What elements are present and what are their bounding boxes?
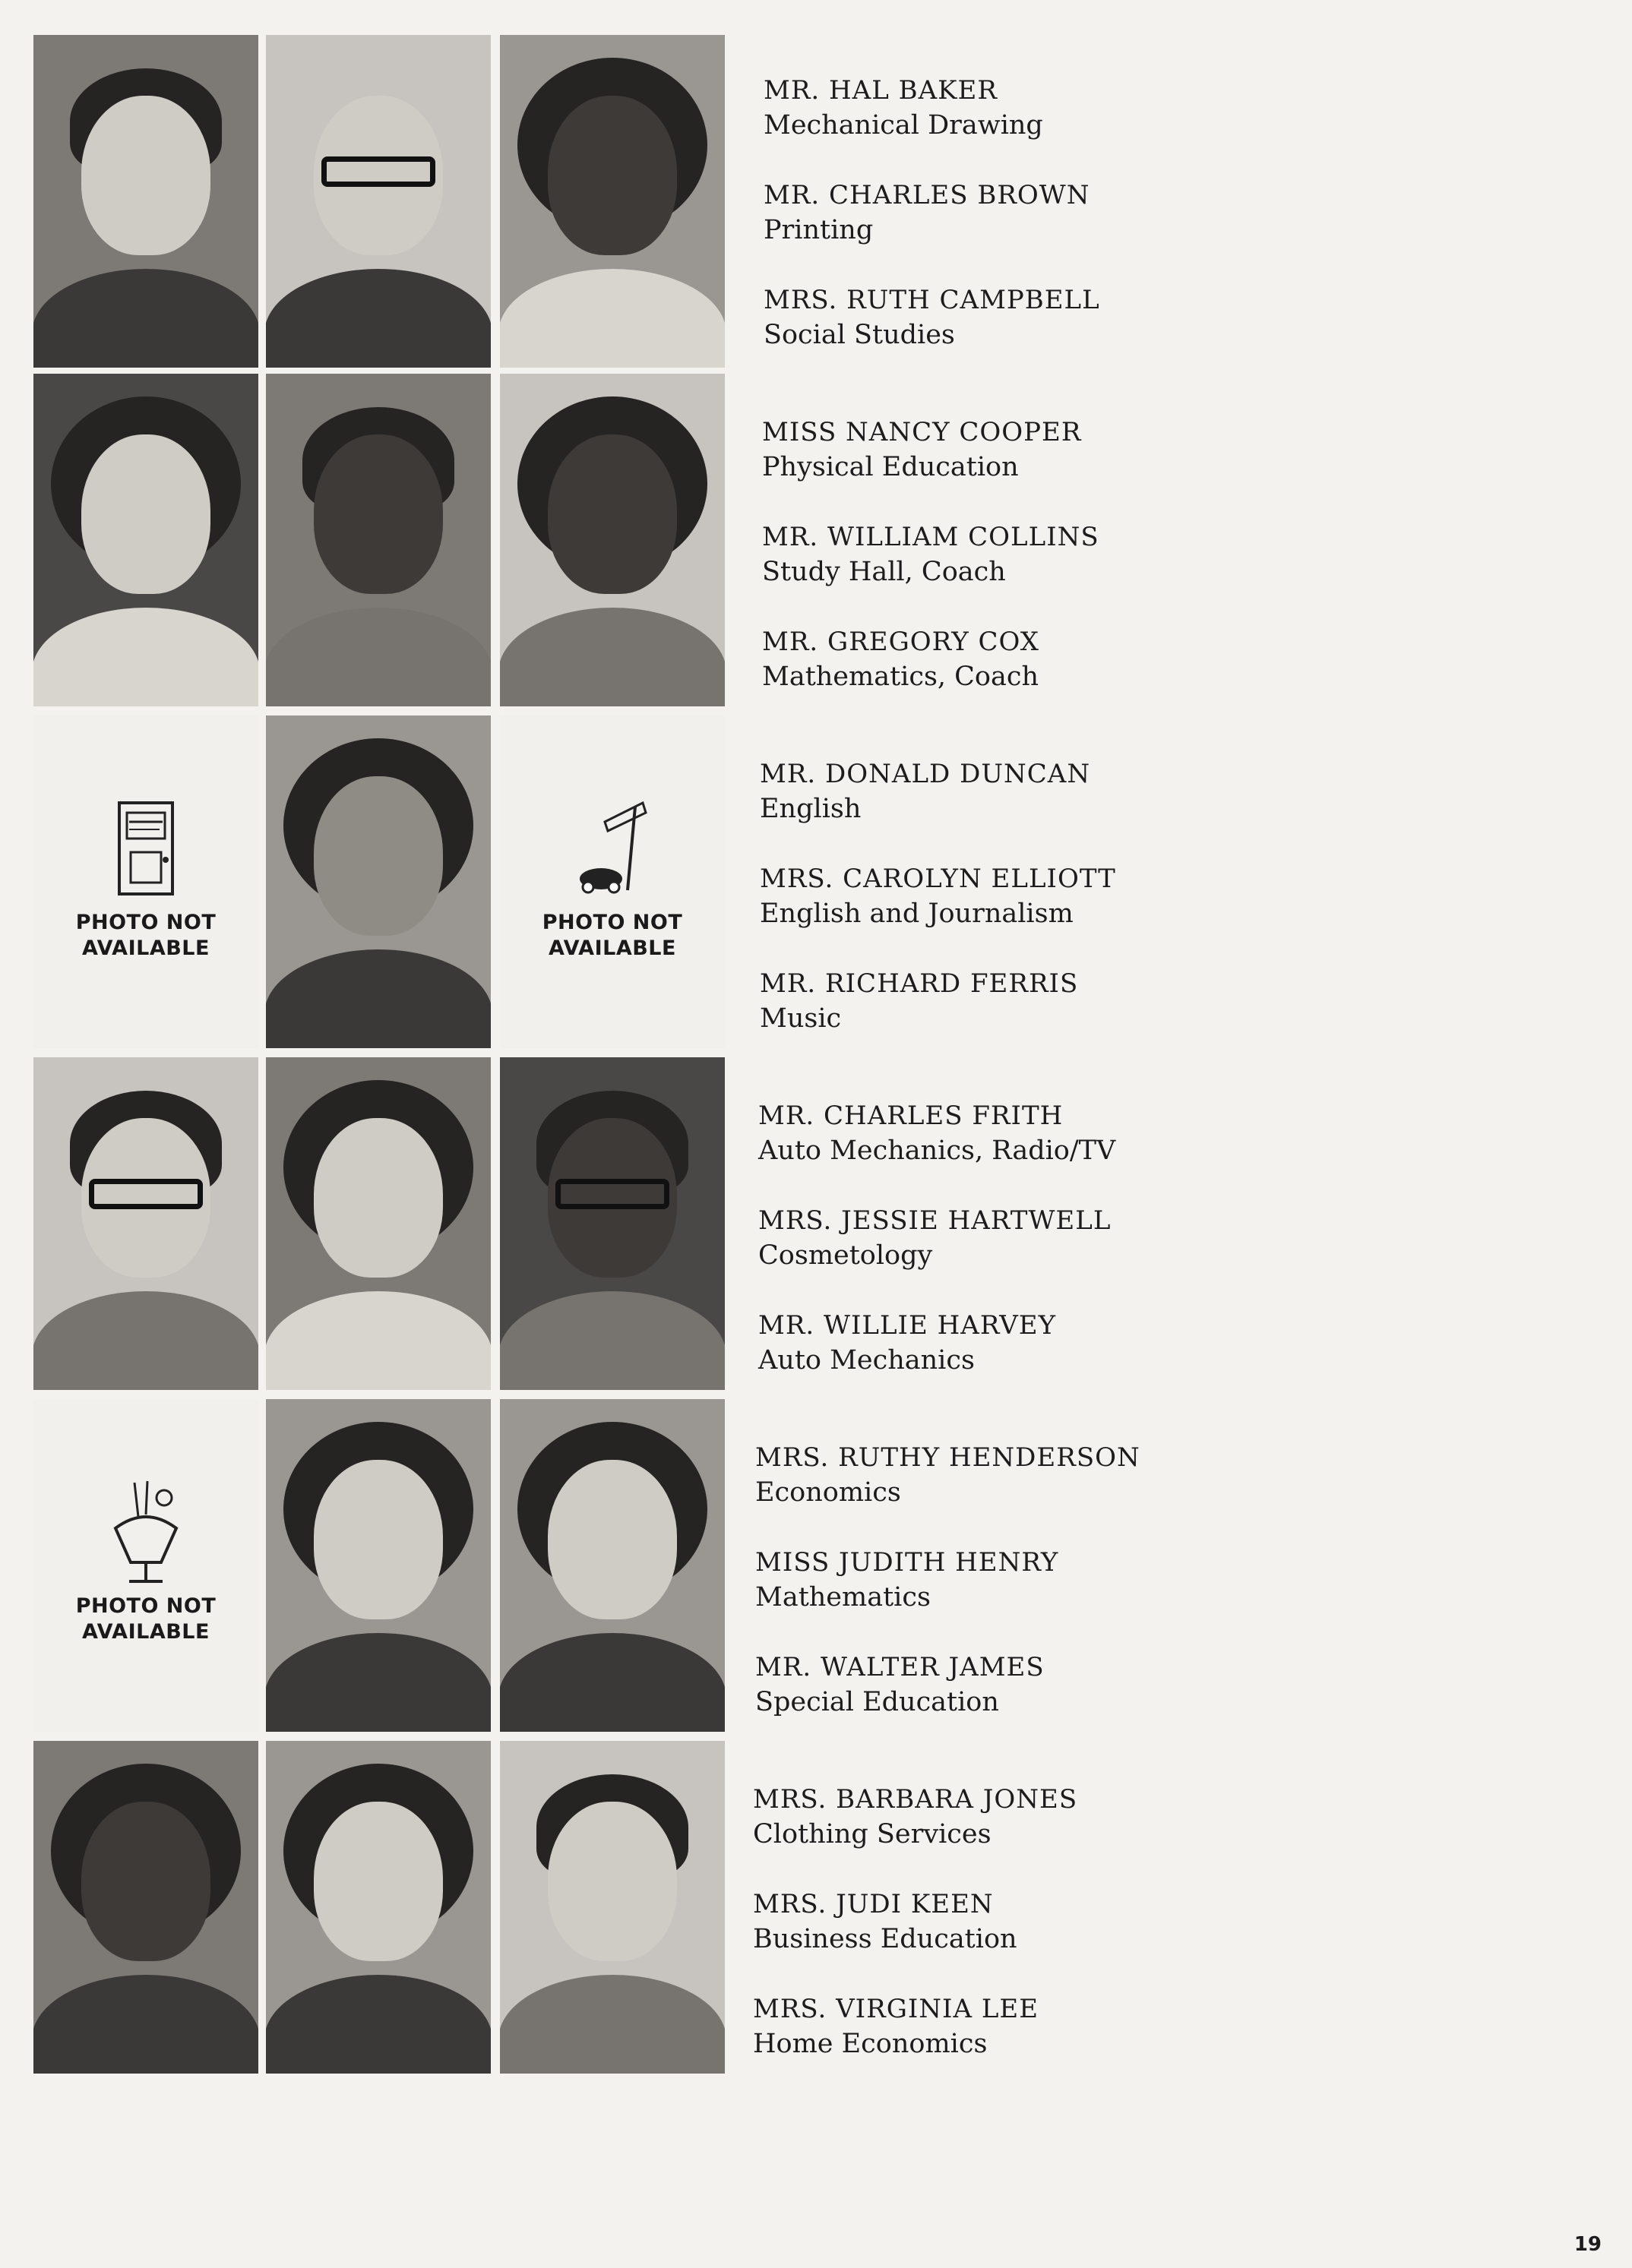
staff-entry: [762, 624, 1446, 729]
staff-entry: [762, 520, 1446, 624]
staff-subject: Mathematics, Coach: [762, 662, 1039, 692]
jacket: [500, 608, 725, 706]
staff-group-1: [764, 73, 1447, 387]
photo-row-6: [0, 1741, 745, 2075]
staff-name: MRS. BARBARA JONES: [753, 1784, 1078, 1815]
jacket: [266, 269, 491, 368]
photo-not-available: [33, 1399, 258, 1732]
face: [81, 96, 210, 255]
portrait-photo: [33, 374, 258, 706]
staff-entry: [755, 1440, 1439, 1545]
photo-not-available: [500, 715, 725, 1048]
staff-group-4: [758, 1098, 1442, 1413]
staff-entry: [758, 1098, 1442, 1203]
photo-row-1: [0, 35, 745, 369]
portrait-photo: [266, 1399, 491, 1732]
blouse: [500, 1633, 725, 1732]
face: [314, 434, 443, 594]
jacket: [500, 1291, 725, 1390]
staff-entry: [753, 1992, 1437, 2096]
staff-name: MR. CHARLES BROWN: [764, 180, 1090, 210]
portrait-photo: [266, 374, 491, 706]
staff-entry: [753, 1887, 1437, 1992]
jacket: [33, 1291, 258, 1390]
staff-subject: Mechanical Drawing: [764, 110, 1043, 141]
staff-entry: [760, 757, 1444, 861]
portrait-photo: [500, 1399, 725, 1732]
portrait-photo: [33, 35, 258, 368]
blouse: [266, 1975, 491, 2074]
face: [548, 96, 677, 255]
photo-not-available: [33, 715, 258, 1048]
dress: [266, 1291, 491, 1390]
portrait-photo: [500, 374, 725, 706]
staff-entry: [762, 415, 1446, 520]
staff-name: MR. DONALD DUNCAN: [760, 759, 1091, 789]
face: [314, 1460, 443, 1619]
staff-name: MR. HAL BAKER: [764, 75, 998, 106]
staff-entry: [760, 861, 1444, 966]
staff-name: MR. WILLIAM COLLINS: [762, 522, 1099, 552]
staff-entry: [760, 966, 1444, 1071]
staff-entry: [764, 73, 1447, 178]
page-number: 19: [1573, 2233, 1602, 2256]
staff-subject: Auto Mechanics: [758, 1345, 975, 1376]
staff-subject: Business Education: [753, 1924, 1017, 1954]
jacket: [266, 608, 491, 706]
blouse: [266, 1633, 491, 1732]
staff-entry: [758, 1308, 1442, 1413]
staff-name: MR. GREGORY COX: [762, 627, 1039, 657]
staff-name: MR. CHARLES FRITH: [758, 1101, 1064, 1131]
jacket: [500, 269, 725, 368]
staff-subject: English and Journalism: [760, 899, 1074, 929]
staff-name: MR. WALTER JAMES: [755, 1652, 1045, 1682]
face: [314, 776, 443, 936]
photo-row-3: [0, 715, 745, 1050]
glasses: [321, 156, 435, 187]
portrait-photo: [33, 1741, 258, 2074]
portrait-photo: [500, 35, 725, 368]
photo-not-available-label: PHOTO NOT AVAILABLE: [75, 911, 217, 960]
staff-subject: Study Hall, Coach: [762, 557, 1006, 587]
staff-name: MR. WILLIE HARVEY: [758, 1310, 1057, 1341]
staff-entry: [758, 1203, 1442, 1308]
portrait-photo: [266, 35, 491, 368]
staff-group-3: [760, 757, 1444, 1071]
jacket: [33, 608, 258, 706]
staff-entry: [753, 1782, 1437, 1887]
dress: [500, 1975, 725, 2074]
staff-name: MRS. VIRGINIA LEE: [753, 1994, 1039, 2024]
staff-group-6: [753, 1782, 1437, 2096]
staff-subject: Auto Mechanics, Radio/TV: [758, 1136, 1116, 1166]
face: [548, 1802, 677, 1961]
exam-door-icon: [100, 791, 191, 905]
staff-subject: Cosmetology: [758, 1240, 933, 1271]
staff-name: MRS. RUTHY HENDERSON: [755, 1442, 1140, 1473]
staff-name: MR. RICHARD FERRIS: [760, 968, 1079, 999]
face: [81, 1802, 210, 1961]
face: [548, 1460, 677, 1619]
staff-name: MRS. JESSIE HARTWELL: [758, 1205, 1112, 1236]
photo-not-available-label: PHOTO NOT AVAILABLE: [542, 911, 683, 960]
staff-subject: Home Economics: [753, 2029, 988, 2059]
portrait-photo: [500, 1741, 725, 2074]
face: [81, 434, 210, 594]
staff-name: MRS. RUTH CAMPBELL: [764, 285, 1100, 315]
face: [548, 434, 677, 594]
portrait-photo: [266, 1741, 491, 2074]
jacket: [33, 269, 258, 368]
vest: [266, 949, 491, 1048]
staff-subject: Printing: [764, 215, 874, 245]
staff-subject: Clothing Services: [753, 1819, 992, 1849]
portrait-photo: [266, 715, 491, 1048]
portrait-photo: [33, 1057, 258, 1390]
photo-row-2: [0, 374, 745, 708]
glasses: [89, 1179, 203, 1209]
photo-not-available-label: PHOTO NOT AVAILABLE: [75, 1594, 217, 1644]
scarf: [33, 1975, 258, 2074]
staff-subject: English: [760, 794, 862, 824]
staff-name: MISS JUDITH HENRY: [755, 1547, 1059, 1578]
school-sign-car-icon: [567, 791, 658, 905]
staff-subject: Social Studies: [764, 320, 955, 350]
staff-name: MRS. CAROLYN ELLIOTT: [760, 864, 1116, 894]
staff-group-5: [755, 1440, 1439, 1755]
glasses: [555, 1179, 669, 1209]
photo-row-4: [0, 1057, 745, 1391]
staff-entry: [764, 178, 1447, 283]
portrait-photo: [500, 1057, 725, 1390]
staff-entry: [755, 1545, 1439, 1650]
portrait-photo: [266, 1057, 491, 1390]
ice-cream-sundae-icon: [100, 1475, 191, 1589]
staff-subject: Mathematics: [755, 1582, 931, 1613]
staff-subject: Economics: [755, 1477, 901, 1508]
staff-name: MRS. JUDI KEEN: [753, 1889, 994, 1919]
staff-entry: [764, 283, 1447, 387]
staff-entry: [755, 1650, 1439, 1755]
staff-name: MISS NANCY COOPER: [762, 417, 1082, 447]
staff-group-2: [762, 415, 1446, 729]
photo-row-5: [0, 1399, 745, 1733]
face: [314, 1802, 443, 1961]
staff-subject: Physical Education: [762, 452, 1019, 482]
staff-subject: Music: [760, 1003, 842, 1034]
staff-subject: Special Education: [755, 1687, 999, 1717]
face: [314, 1118, 443, 1278]
